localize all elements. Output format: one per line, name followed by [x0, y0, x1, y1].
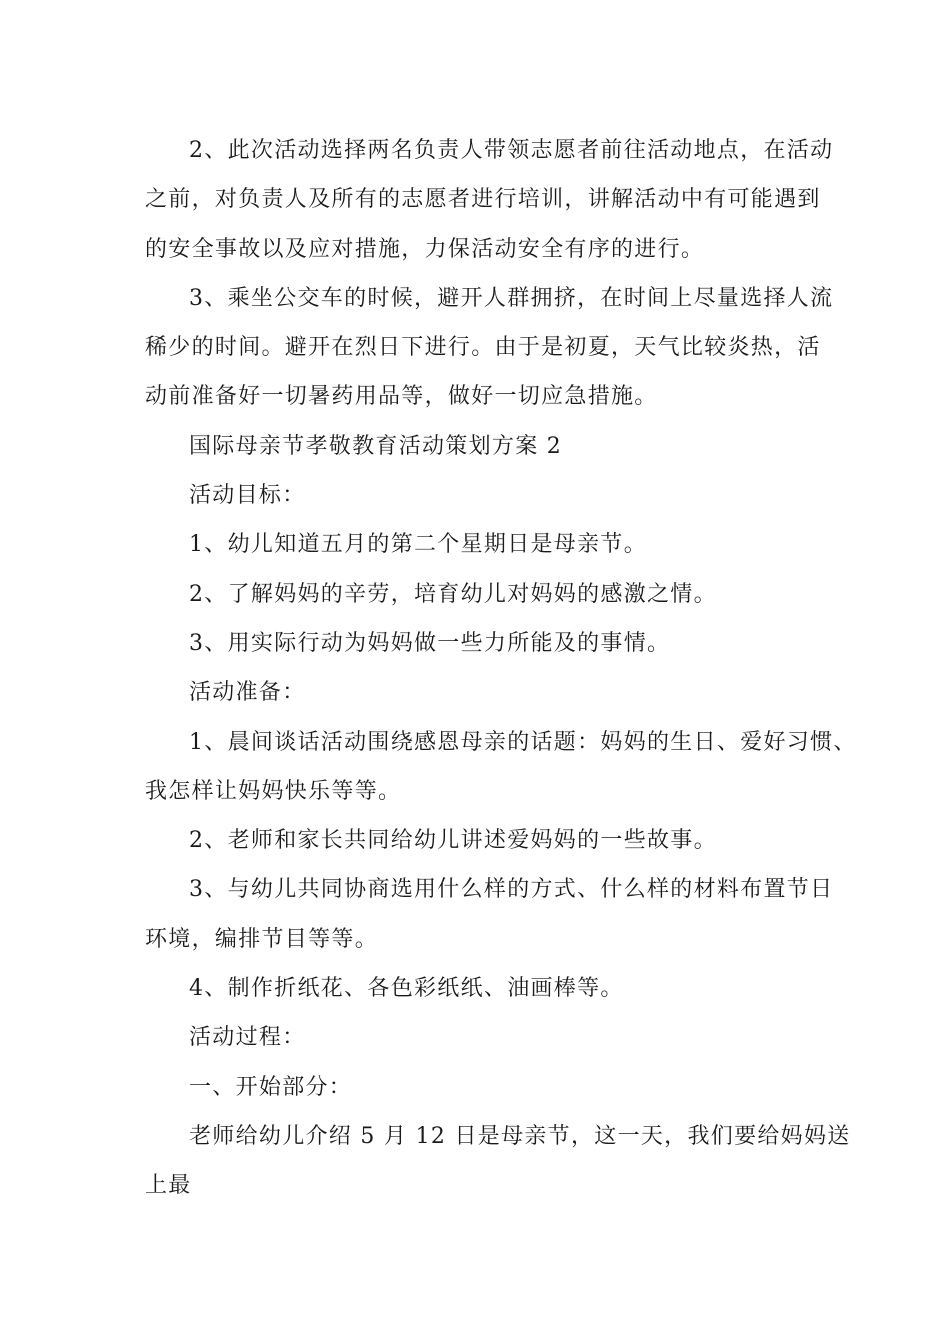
goal-item-3 [145, 619, 815, 668]
heading-activity-goals [145, 471, 815, 520]
goal-item-2 [145, 570, 815, 619]
text-line: 一、开始部分： [189, 1074, 353, 1100]
text-line: 动前准备好一切暑药用品等，做好一切应急措施。 [145, 384, 658, 410]
text-line: 3、与幼儿共同协商选用什么样的方式、什么样的材料布置节日 [189, 877, 834, 903]
text-line: 3、用实际行动为妈妈做一些力所能及的事情。 [189, 630, 671, 656]
text-line: 国际母亲节孝敬教育活动策划方案 2 [189, 433, 563, 459]
text-line: 上最 [145, 1173, 192, 1199]
heading-activity-process [145, 1013, 815, 1062]
text-line: 2、老师和家长共同给幼儿讲述爱妈妈的一些故事。 [189, 828, 717, 854]
text-line: 活动过程： [189, 1025, 306, 1051]
text-line: 1、幼儿知道五月的第二个星期日是母亲节。 [189, 532, 647, 558]
heading-activity-preparation [145, 668, 815, 717]
heading-opening-part [145, 1063, 815, 1112]
goal-item-1 [145, 520, 815, 569]
text-line: 活动目标： [189, 483, 306, 509]
text-line: 3、乘坐公交车的时候，避开人群拥挤，在时间上尽量选择人流 [189, 285, 834, 311]
paragraph-volunteer-training [145, 126, 834, 274]
preparation-item-4 [145, 964, 815, 1013]
preparation-item-3 [145, 865, 834, 964]
text-line: 我怎样让妈妈快乐等等。 [145, 778, 402, 804]
text-line: 环境，编排节目等等。 [145, 926, 379, 952]
text-line: 老师给幼儿介绍 5 月 12 日是母亲节，这一天，我们要给妈妈送 [189, 1123, 851, 1149]
preparation-item-1 [145, 718, 857, 817]
document-body [145, 126, 857, 1211]
paragraph-teacher-intro [145, 1112, 851, 1211]
text-line: 2、此次活动选择两名负责人带领志愿者前往活动地点，在活动 [189, 138, 834, 163]
text-line: 之前，对负责人及所有的志愿者进行培训，讲解活动中有可能遇到 [145, 187, 821, 213]
text-line: 1、晨间谈话活动围绕感恩母亲的话题：妈妈的生日、爱好习惯、 [189, 729, 857, 755]
text-line: 稀少的时间。避开在烈日下进行。由于是初夏，天气比较炎热，活 [145, 335, 821, 361]
text-line: 的安全事故以及应对措施，力保活动安全有序的进行。 [145, 236, 705, 262]
paragraph-bus-safety [145, 274, 834, 422]
text-line: 4、制作折纸花、各色彩纸纸、油画棒等。 [189, 976, 624, 1002]
section-title-plan-2 [145, 422, 815, 471]
preparation-item-2 [145, 816, 815, 865]
text-line: 2、了解妈妈的辛劳，培育幼儿对妈妈的感激之情。 [189, 581, 717, 607]
text-line: 活动准备： [189, 680, 306, 706]
